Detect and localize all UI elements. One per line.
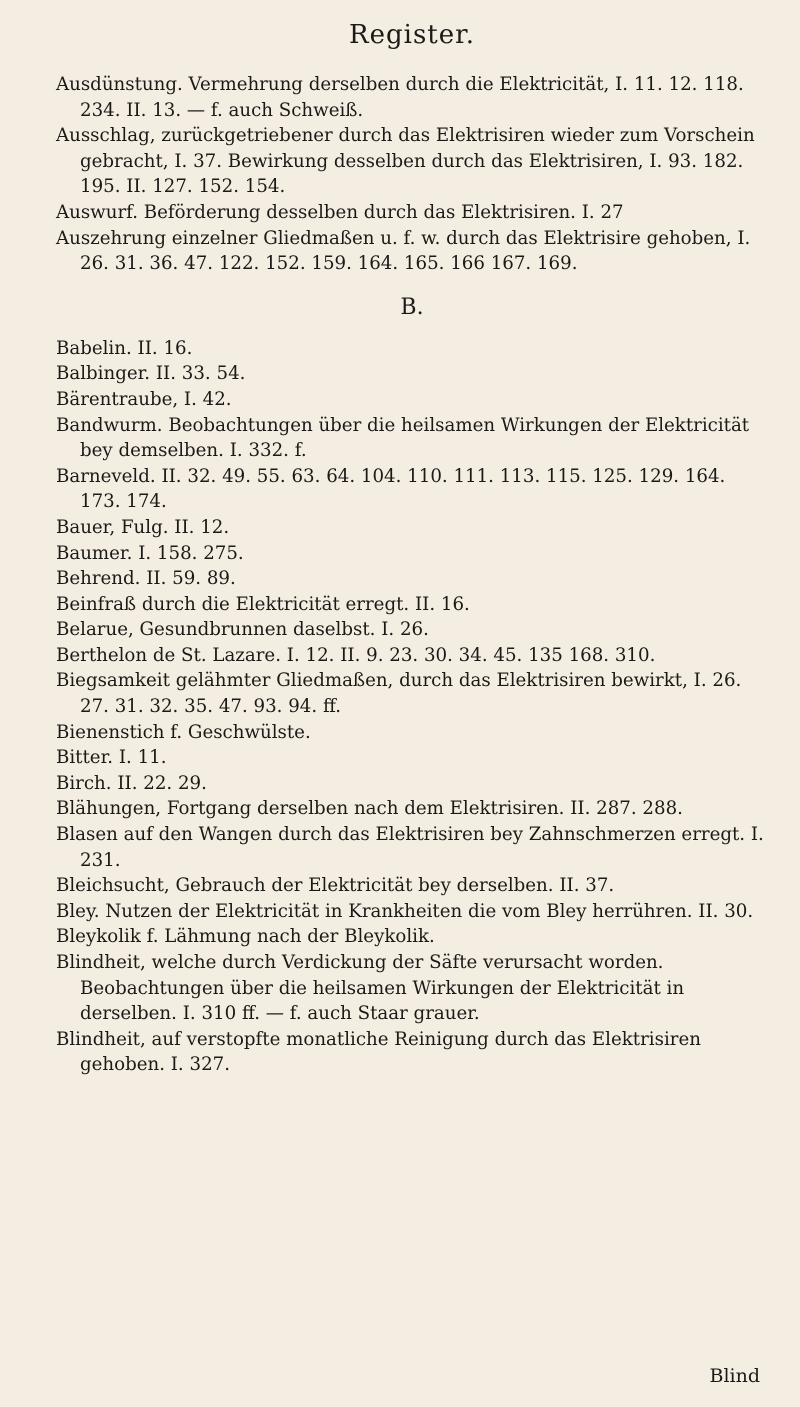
index-entry: Biegsamkeit gelähmter Gliedmaßen, durch das Elektrisiren bewirkt, I. 26. 27. 31. 32. 35. 47. 93. 94. ff. bbox=[56, 670, 742, 718]
index-entry: Bärentraube, I. 42. bbox=[56, 388, 232, 410]
index-entry: Berthelon de St. Lazare. I. 12. II. 9. 23. 30. 34. 45. 135 168. 310. bbox=[56, 644, 656, 666]
index-entry: Blasen auf den Wangen durch das Elektrisiren bey Zahnschmerzen erregt. I. 231. bbox=[56, 824, 764, 871]
index-entry: Bleichsucht, Gebrauch der Elektricität bey derselben. II. 37. bbox=[56, 875, 615, 897]
index-entry: Birch. II. 22. 29. bbox=[56, 772, 207, 794]
index-entry: Bleykolik f. Lähmung nach der Bleykolik. bbox=[56, 926, 435, 948]
index-entry: Belarue, Gesundbrunnen daselbst. I. 26. bbox=[56, 619, 429, 641]
index-entry: Ausdünstung. Vermehrung derselben durch die Elektricität, I. 11. 12. 118. 234. II. 13. — f. auch Schweiß. bbox=[56, 74, 744, 121]
entries-a-list bbox=[56, 72, 768, 277]
index-entry: Bandwurm. Beobachtungen über die heilsamen Wirkungen der Elektricität bey demselben. I. 332. f. bbox=[56, 414, 750, 462]
index-entry: Bauer, Fulg. II. 12. bbox=[56, 516, 230, 538]
index-entry: Bitter. I. 11. bbox=[56, 747, 167, 769]
index-entry: Beinfraß durch die Elektricität erregt. II. 16. bbox=[56, 593, 470, 615]
index-entry: Auswurf. Beförderung desselben durch das Elektrisiren. I. 27 bbox=[56, 201, 624, 223]
index-entry: Behrend. II. 59. 89. bbox=[56, 568, 236, 590]
index-entry: Bienenstich f. Geschwülste. bbox=[56, 721, 311, 743]
index-entry: Barneveld. II. 32. 49. 55. 63. 64. 104. 110. 111. 113. 115. 125. 129. 164. 173. 174. bbox=[56, 465, 726, 513]
index-entry: Auszehrung einzelner Gliedmaßen u. f. w. durch das Elektrisire gehoben, I. 26. 31. 36. 47. 122. 152. 159. 164. 165. 166 167. 169. bbox=[56, 227, 751, 275]
catchword: Blind bbox=[709, 1365, 760, 1387]
index-entry: Blähungen, Fortgang derselben nach dem Elektrisiren. II. 287. 288. bbox=[56, 798, 683, 820]
index-entry: Babelin. II. 16. bbox=[56, 337, 193, 359]
index-entry: Baumer. I. 158. 275. bbox=[56, 542, 244, 564]
running-head: Register. bbox=[349, 20, 475, 50]
entries-b-list bbox=[56, 336, 768, 1078]
index-entry: Blindheit, auf verstopfte monatliche Reinigung durch das Elektrisiren gehoben. I. 327. bbox=[56, 1028, 701, 1076]
index-entry: Bley. Nutzen der Elektricität in Krankheiten die vom Bley herrühren. II. 30. bbox=[56, 900, 754, 922]
index-entry: Ausschlag, zurückgetriebener durch das Elektrisiren wieder zum Vorschein gebracht, I. 37. Bewirkung desselben durch das Elektrisiren, I. 93. 182. 195. II. 127. 152. 154. bbox=[56, 125, 755, 198]
section-letter-b: B. bbox=[400, 294, 424, 320]
index-entry: Blindheit, welche durch Verdickung der Säfte verursacht worden. Beobachtungen über die heilsamen Wirkungen der Elektricität in derselben. I. 310 ff. — f. auch Staar grauer. bbox=[56, 952, 685, 1025]
index-entry: Balbinger. II. 33. 54. bbox=[56, 363, 246, 385]
